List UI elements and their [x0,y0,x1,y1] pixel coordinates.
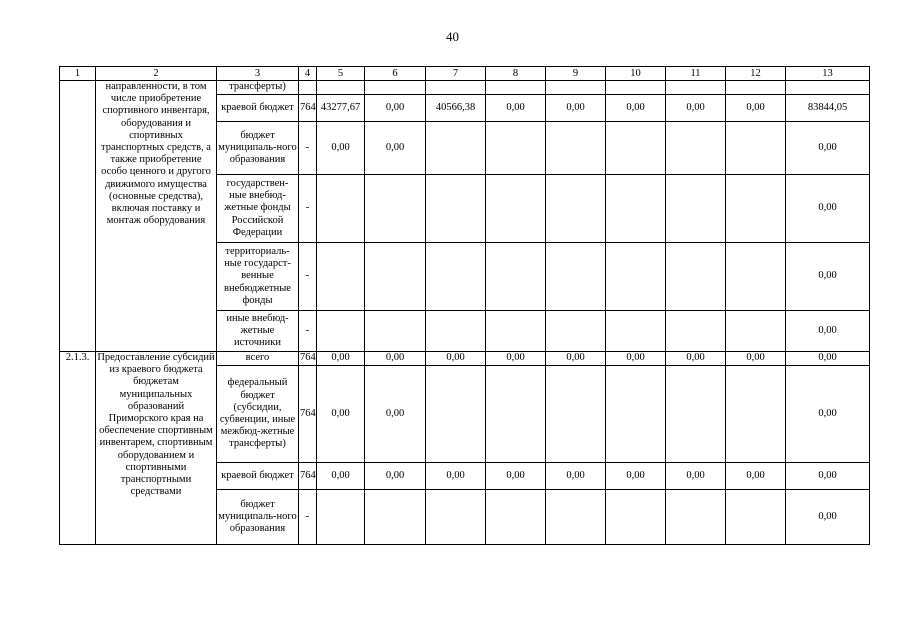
header-cell: 7 [426,67,486,81]
value-cell [365,175,426,243]
header-cell: 9 [546,67,606,81]
value-cell [546,311,606,352]
value-cell: 0,00 [666,95,726,122]
value-cell: - [299,490,317,545]
header-cell: 8 [486,67,546,81]
value-cell: 0,00 [486,352,546,366]
value-cell [546,490,606,545]
value-cell [426,366,486,463]
source-cell: бюджет муниципаль-ного образования [217,122,299,175]
value-cell: 0,00 [786,175,870,243]
source-cell: всего [217,352,299,366]
value-cell: 0,00 [606,95,666,122]
value-cell: 0,00 [486,95,546,122]
value-cell [726,175,786,243]
source-cell: федеральный бюджет (субсидии, субвенции, иные межбюд-жетные трансферты) [217,366,299,463]
value-cell [666,311,726,352]
value-cell [365,490,426,545]
value-cell: 764 [299,463,317,490]
value-cell: - [299,243,317,311]
value-cell: 0,00 [786,366,870,463]
value-cell [486,366,546,463]
header-cell: 4 [299,67,317,81]
header-cell: 6 [365,67,426,81]
header-cell: 11 [666,67,726,81]
value-cell: 0,00 [786,490,870,545]
value-cell: 0,00 [546,352,606,366]
item-code-cell [60,81,96,352]
value-cell: 764 [299,95,317,122]
budget-table [59,66,870,545]
value-cell: 0,00 [365,463,426,490]
header-cell: 3 [217,67,299,81]
value-cell [666,175,726,243]
source-cell: бюджет муниципаль-ного образования [217,490,299,545]
table-row [60,352,870,366]
value-cell: 0,00 [786,311,870,352]
value-cell [726,311,786,352]
value-cell: 0,00 [486,463,546,490]
value-cell: 0,00 [786,243,870,311]
value-cell: 40566,38 [426,95,486,122]
value-cell [317,243,365,311]
header-cell: 13 [786,67,870,81]
value-cell: 0,00 [606,352,666,366]
value-cell [426,243,486,311]
value-cell [666,243,726,311]
item-description-cell: направленности, в том числе приобретение спортивного инвентаря, оборудования и спортивных транспортных средств, а также приобретение особо ценного и другого движимого имущества (основные средства), включая поставку и монтаж оборудования [96,81,217,352]
source-cell: территориаль-ные государст-венные внебюджетные фонды [217,243,299,311]
source-cell: краевой бюджет [217,95,299,122]
value-cell [546,122,606,175]
value-cell [546,366,606,463]
value-cell [606,175,666,243]
item-code-cell: 2.1.3. [60,352,96,545]
header-cell: 1 [60,67,96,81]
value-cell: 0,00 [317,366,365,463]
value-cell: - [299,311,317,352]
value-cell [426,311,486,352]
value-cell [486,311,546,352]
value-cell [606,490,666,545]
value-cell: 0,00 [786,352,870,366]
value-cell: 764 [299,366,317,463]
value-cell [317,490,365,545]
item-description-cell: Предоставление субсидий из краевого бюджета бюджетам муниципальных образований Приморского края на обеспечение спортивным инвентарем, спортивным оборудованием и спортивными транспортными средствами [96,352,217,545]
value-cell: 0,00 [786,122,870,175]
value-cell: 0,00 [726,352,786,366]
value-cell: 0,00 [546,95,606,122]
source-cell: трансферты) [217,81,299,95]
value-cell: 0,00 [365,122,426,175]
value-cell: 0,00 [365,95,426,122]
value-cell [317,175,365,243]
value-cell [666,490,726,545]
value-cell [666,122,726,175]
value-cell [426,122,486,175]
value-cell: - [299,175,317,243]
value-cell: 764 [299,352,317,366]
value-cell: 0,00 [317,352,365,366]
value-cell: 0,00 [606,463,666,490]
value-cell: 0,00 [546,463,606,490]
value-cell: 0,00 [317,463,365,490]
value-cell [486,175,546,243]
value-cell: - [299,122,317,175]
header-cell: 10 [606,67,666,81]
value-cell: 83844,05 [786,95,870,122]
value-cell [486,122,546,175]
value-cell: 0,00 [317,122,365,175]
value-cell: 0,00 [666,463,726,490]
value-cell [365,311,426,352]
value-cell [486,490,546,545]
header-cell: 5 [317,67,365,81]
page-number: 40 [446,29,459,44]
header-cell: 12 [726,67,786,81]
table-row [60,81,870,95]
value-cell: 0,00 [726,463,786,490]
value-cell [606,122,666,175]
value-cell [317,311,365,352]
value-cell [426,490,486,545]
value-cell [726,490,786,545]
value-cell [546,175,606,243]
value-cell [726,122,786,175]
value-cell: 0,00 [786,463,870,490]
value-cell [606,311,666,352]
header-cell: 2 [96,67,217,81]
value-cell [546,243,606,311]
value-cell: 0,00 [426,463,486,490]
source-cell: краевой бюджет [217,463,299,490]
value-cell: 0,00 [726,95,786,122]
value-cell: 43277,67 [317,95,365,122]
value-cell: 0,00 [666,352,726,366]
source-cell: государствен-ные внебюд-жетные фонды Российской Федерации [217,175,299,243]
value-cell [365,243,426,311]
value-cell: 0,00 [365,352,426,366]
header-row [60,67,870,81]
value-cell [606,366,666,463]
value-cell [726,243,786,311]
value-cell: 0,00 [426,352,486,366]
value-cell [426,175,486,243]
value-cell: 0,00 [365,366,426,463]
value-cell [726,366,786,463]
value-cell [666,366,726,463]
source-cell: иные внебюд-жетные источники [217,311,299,352]
value-cell [486,243,546,311]
value-cell [606,243,666,311]
